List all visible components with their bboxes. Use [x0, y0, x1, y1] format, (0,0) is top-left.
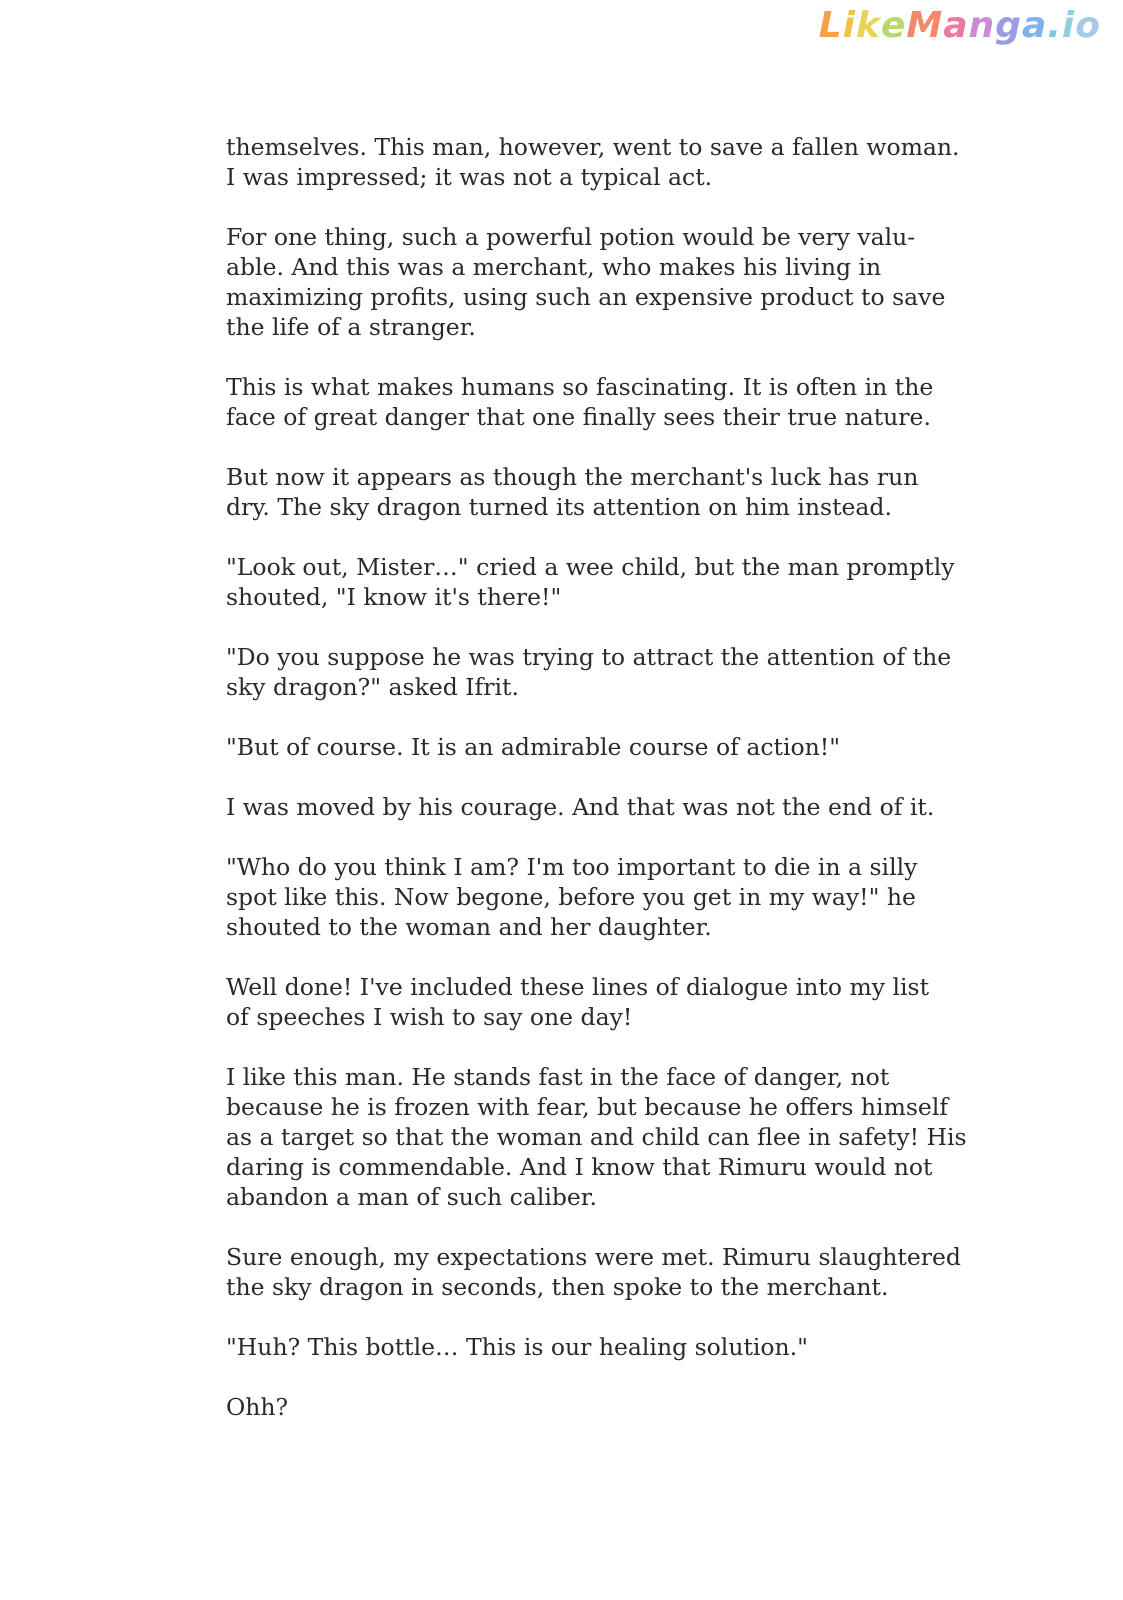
text-line: dry. The sky dragon turned its attention on him instead. — [226, 493, 892, 521]
text-line: because he is frozen with fear, but because he offers himself — [226, 1093, 949, 1121]
watermark-letter: n — [968, 5, 996, 46]
watermark-letter: i — [842, 5, 857, 46]
text-line: Ohh? — [226, 1393, 289, 1421]
text-line: of speeches I wish to say one day! — [226, 1003, 633, 1031]
text-line: face of great danger that one finally sees their true nature. — [226, 403, 931, 431]
watermark-letter: . — [1047, 5, 1062, 46]
text-line: "But of course. It is an admirable course of action!" — [226, 733, 841, 761]
watermark-letter: i — [1061, 5, 1076, 46]
watermark-letter: o — [1075, 5, 1101, 46]
text-line: as a target so that the woman and child can flee in safety! His — [226, 1123, 967, 1151]
text-line: spot like this. Now begone, before you get in my way!" he — [226, 883, 916, 911]
paragraph — [226, 552, 955, 612]
paragraph — [226, 1332, 906, 1362]
watermark-letter: e — [880, 5, 907, 46]
text-line: the sky dragon in seconds, then spoke to the merchant. — [226, 1273, 889, 1301]
text-line: I was moved by his courage. And that was not the end of it. — [226, 793, 935, 821]
text-line: the life of a stranger. — [226, 313, 476, 341]
text-line: "Huh? This bottle… This is our healing solution." — [226, 1333, 808, 1361]
text-line: maximizing profits, using such an expensive product to save — [226, 283, 946, 311]
watermark-letter: g — [995, 5, 1022, 46]
text-line: daring is commendable. And I know that Rimuru would not — [226, 1153, 933, 1181]
paragraph — [226, 1392, 906, 1422]
paragraph — [226, 792, 935, 822]
text-line: shouted to the woman and her daughter. — [226, 913, 712, 941]
paragraph — [226, 1062, 967, 1212]
paragraph — [226, 732, 906, 762]
text-line: This is what makes humans so fascinating. It is often in the — [226, 373, 934, 401]
watermark-letter: L — [818, 5, 843, 46]
page-text — [226, 132, 967, 1452]
paragraph — [226, 1242, 961, 1302]
text-line: able. And this was a merchant, who makes his living in — [226, 253, 882, 281]
site-watermark-logo — [819, 4, 1101, 48]
paragraph — [226, 642, 952, 702]
watermark-letter: k — [856, 5, 881, 46]
text-line: "Who do you think I am? I'm too important to die in a silly — [226, 853, 918, 881]
text-line: Well done! I've included these lines of dialogue into my list — [226, 973, 930, 1001]
text-line: abandon a man of such caliber. — [226, 1183, 597, 1211]
text-line: But now it appears as though the merchant's luck has run — [226, 463, 919, 491]
text-line: I like this man. He stands fast in the face of danger, not — [226, 1063, 890, 1091]
text-line: shouted, "I know it's there!" — [226, 583, 562, 611]
paragraph — [226, 972, 930, 1032]
paragraph — [226, 852, 918, 942]
text-line: "Do you suppose he was trying to attract the attention of the — [226, 643, 952, 671]
text-line: I was impressed; it was not a typical act. — [226, 163, 713, 191]
paragraph — [226, 462, 919, 522]
watermark-letter: a — [943, 5, 969, 46]
paragraph — [226, 372, 934, 432]
text-line: For one thing, such a powerful potion would be very valu- — [226, 223, 916, 251]
watermark-letter: M — [906, 5, 944, 46]
watermark-letter: a — [1021, 5, 1048, 46]
paragraph — [226, 222, 946, 342]
paragraph — [226, 132, 960, 192]
text-line: sky dragon?" asked Ifrit. — [226, 673, 519, 701]
text-line: "Look out, Mister…" cried a wee child, but the man promptly — [226, 553, 955, 581]
text-line: Sure enough, my expectations were met. Rimuru slaughtered — [226, 1243, 961, 1271]
text-line: themselves. This man, however, went to save a fallen woman. — [226, 133, 960, 161]
